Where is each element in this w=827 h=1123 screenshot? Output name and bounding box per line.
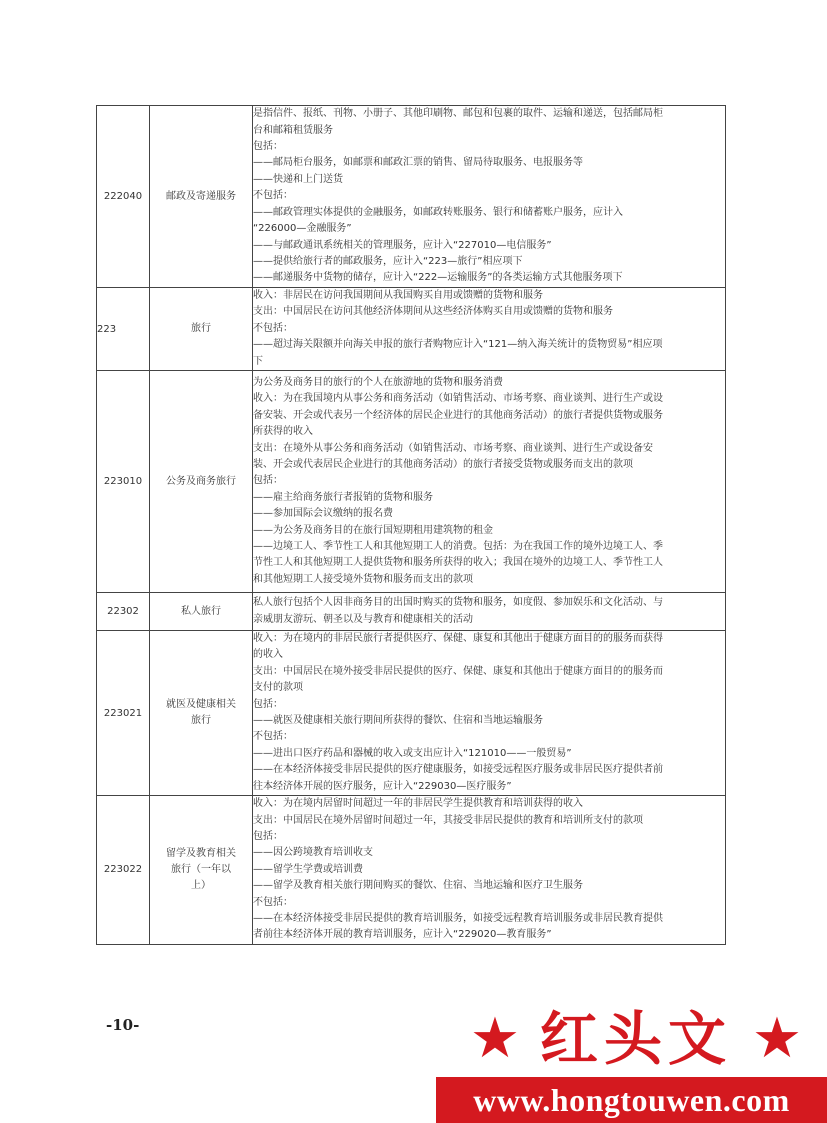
description-line: 和其他短期工人接受境外货物和服务而支出的款项 xyxy=(253,573,473,585)
row-code: 223 xyxy=(97,288,150,371)
table-row xyxy=(97,106,726,288)
description-line: 支付的款项 xyxy=(253,682,303,694)
table-row xyxy=(97,593,726,631)
description-line: ——为公务及商务目的在旅行国短期租用建筑物的租金 xyxy=(253,524,493,536)
description-line: 支出：在境外从事公务和商务活动（如销售活动、市场考察、商业谈判、进行生产或设备安 xyxy=(253,442,653,454)
description-line: 收入：非居民在访问我国期间从我国购买自用或馈赠的货物和服务 xyxy=(253,290,543,301)
description-line: ——进出口医疗药品和器械的收入或支出应计入“121010——一般贸易” xyxy=(253,747,572,759)
watermark-title: 红头文 xyxy=(540,1005,733,1073)
description-line: ——邮递服务中货物的储存，应计入“222—运输服务”的各类运输方式其他服务项下 xyxy=(253,272,623,284)
description-line: ——在本经济体接受非居民提供的教育培训服务，如接受远程教育培训服务或非居民教育提供 xyxy=(253,912,663,924)
description-line: ——留学及教育相关旅行期间购买的餐饮、住宿、当地运输和医疗卫生服务 xyxy=(253,880,583,892)
description-line: 支出：中国居民在访问其他经济体期间从这些经济体购买自用或馈赠的货物和服务 xyxy=(253,306,613,318)
page-number: -10- xyxy=(106,1016,140,1034)
row-code: 222040 xyxy=(97,106,150,288)
description-line: ——因公跨境教育培训收支 xyxy=(253,847,373,859)
description-line: ——超过海关限额并向海关申报的旅行者购物应计入“121—纳入海关统计的货物贸易”相应项 xyxy=(253,339,663,351)
description-line: ——参加国际会议缴纳的报名费 xyxy=(253,508,393,520)
description-line: 不包括： xyxy=(253,190,293,202)
description-line: 往本经济体开展的医疗服务，应计入“229030—医疗服务” xyxy=(253,780,512,792)
row-name: 就医及健康相关 旅行 xyxy=(150,631,253,796)
description-line: ——留学生学费或培训费 xyxy=(253,863,363,875)
watermark-title-row xyxy=(458,1003,814,1075)
row-description xyxy=(253,631,726,796)
description-line: 为公务及商务目的旅行的个人在旅游地的货物和服务消费 xyxy=(253,376,503,388)
row-name: 留学及教育相关 旅行（一年以 上） xyxy=(150,796,253,945)
description-line: ——快递和上门送货 xyxy=(253,173,343,185)
description-line: 下 xyxy=(253,355,263,367)
table-row xyxy=(97,371,726,593)
description-line: ——边境工人、季节性工人和其他短期工人的消费。包括：为在我国工作的境外边境工人、季 xyxy=(253,540,663,552)
description-line: 收入：为在我国境内从事公务和商务活动（如销售活动、市场考察、商业谈判、进行生产或设 xyxy=(253,393,663,405)
description-line: 台和邮箱租赁服务 xyxy=(253,124,333,136)
row-code: 223010 xyxy=(97,371,150,593)
description-line: 的收入 xyxy=(253,649,283,661)
category-table xyxy=(96,105,726,945)
table-row xyxy=(97,288,726,371)
description-line: 支出：中国居民在境外居留时间超过一年，其接受非居民提供的教育和培训所支付的款项 xyxy=(253,814,643,826)
row-code: 223022 xyxy=(97,796,150,945)
description-line: 备安装、开会或代表另一个经济体的居民企业进行的其他商务活动）的旅行者提供货物或服务 xyxy=(253,409,663,421)
row-code: 223021 xyxy=(97,631,150,796)
table-row xyxy=(97,631,726,796)
description-line: 私人旅行包括个人因非商务目的出国时购买的货物和服务，如度假、参加娱乐和文化活动、与 xyxy=(253,597,663,609)
description-line: 不包括： xyxy=(253,322,293,334)
description-line: 包括： xyxy=(253,698,283,710)
description-line: 包括： xyxy=(253,141,283,153)
description-line: 收入：为在境内居留时间超过一年的非居民学生提供教育和培训获得的收入 xyxy=(253,798,583,810)
description-line: 装、开会或代表居民企业进行的其他商务活动）的旅行者接受货物或服务而支出的款项 xyxy=(253,458,633,470)
description-line: ——邮政管理实体提供的金融服务，如邮政转账服务、银行和储蓄账户服务，应计入 xyxy=(253,206,623,218)
description-line: 亲威朋友游玩、朝圣以及与教育和健康相关的活动 xyxy=(253,613,473,625)
description-line: 所获得的收入 xyxy=(253,426,313,438)
description-line: 包括： xyxy=(253,475,283,487)
star-icon: ★ xyxy=(469,1006,521,1071)
description-line: 收入：为在境内的非居民旅行者提供医疗、保健、康复和其他出于健康方面目的的服务而获得 xyxy=(253,633,663,645)
description-line: ——在本经济体接受非居民提供的医疗健康服务，如接受远程医疗服务或非居民医疗提供者前 xyxy=(253,764,663,776)
row-description xyxy=(253,288,726,371)
table-row xyxy=(97,796,726,945)
row-name: 私人旅行 xyxy=(150,593,253,631)
row-description xyxy=(253,593,726,631)
description-line: 不包括： xyxy=(253,896,293,908)
description-line: 不包括： xyxy=(253,731,293,743)
row-name: 邮政及寄递服务 xyxy=(150,106,253,288)
row-code: 22302 xyxy=(97,593,150,631)
star-icon: ★ xyxy=(751,1006,803,1071)
row-description xyxy=(253,796,726,945)
row-description xyxy=(253,371,726,593)
description-line: ——与邮政通讯系统相关的管理服务，应计入“227010—电信服务” xyxy=(253,239,552,251)
description-line: “226000—金融服务” xyxy=(253,223,352,235)
description-line: 支出：中国居民在境外接受非居民提供的医疗、保健、康复和其他出于健康方面目的的服务而 xyxy=(253,665,663,677)
description-line: 包括： xyxy=(253,830,283,842)
description-line: 是指信件、报纸、刊物、小册子、其他印刷物、邮包和包裹的取件、运输和递送，包括邮局柜 xyxy=(253,108,663,120)
watermark-url: www.hongtouwen.com xyxy=(473,1082,790,1118)
description-line: ——雇主给商务旅行者报销的货物和服务 xyxy=(253,491,433,503)
description-line: ——就医及健康相关旅行期间所获得的餐饮、住宿和当地运输服务 xyxy=(253,715,543,727)
row-name: 公务及商务旅行 xyxy=(150,371,253,593)
table-body xyxy=(97,106,726,945)
description-line: ——提供给旅行者的邮政服务，应计入“223—旅行”相应项下 xyxy=(253,255,523,267)
description-line: 节性工人和其他短期工人提供货物和服务所获得的收入；我国在境外的边境工人、季节性工人 xyxy=(253,557,663,569)
row-name: 旅行 xyxy=(150,288,253,371)
row-description xyxy=(253,106,726,288)
watermark-logo xyxy=(436,1003,827,1123)
description-line: 者前往本经济体开展的教育培训服务，应计入“229020—教育服务” xyxy=(253,929,552,941)
description-line: ——邮局柜台服务，如邮票和邮政汇票的销售、留局待取服务、电报服务等 xyxy=(253,157,583,169)
